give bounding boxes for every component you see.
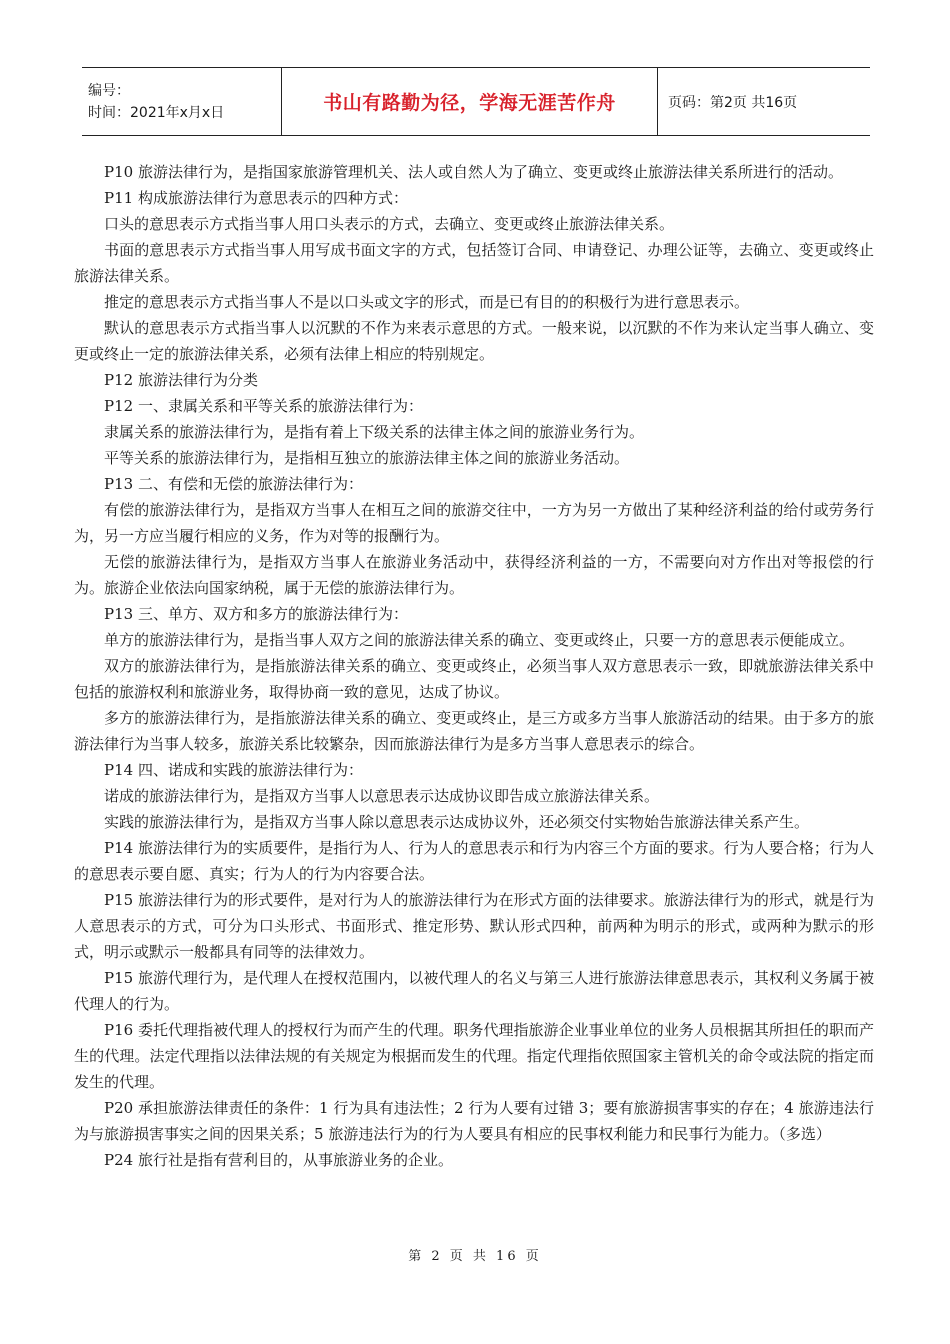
paragraph: 诺成的旅游法律行为，是指双方当事人以意思表示达成协议即告成立旅游法律关系。 <box>104 787 660 805</box>
code-label: 编号： <box>88 82 130 99</box>
paragraph: 有偿的旅游法律行为，是指双方当事人在相互之间的旅游交往中，一方为另一方做出了某种经济利益的给付或劳务行为，另一方应当履行相应的义务，作为对等的报酬行为。 <box>74 501 874 545</box>
paragraph: P24 旅行社是指有营利目的，从事旅游业务的企业。 <box>104 1151 453 1169</box>
paragraph: P16 委托代理指被代理人的授权行为而产生的代理。职务代理指旅游企业事业单位的业务人员根据其所担任的职而产生的代理。法定代理指以法律法规的有关规定为根据而发生的代理。指定代理指依照国家主管机关的命令或法院的指定而发生的代理。 <box>74 1021 874 1091</box>
paragraph: P12 一、隶属关系和平等关系的旅游法律行为： <box>104 397 423 415</box>
paragraph: 书面的意思表示方式指当事人用写成书面文字的方式，包括签订合同、申请登记、办理公证等，去确立、变更或终止旅游法律关系。 <box>74 241 874 285</box>
paragraph: P10 旅游法律行为，是指国家旅游管理机关、法人或自然人为了确立、变更或终止旅游法律关系所进行的活动。 <box>104 163 843 181</box>
paragraph: P12 旅游法律行为分类 <box>104 371 258 389</box>
page-header <box>82 67 870 136</box>
paragraph: P14 四、诺成和实践的旅游法律行为： <box>104 761 363 779</box>
paragraph: 无偿的旅游法律行为，是指双方当事人在旅游业务活动中，获得经济利益的一方，不需要向对方作出对等报偿的行为。旅游企业依法向国家纳税，属于无偿的旅游法律行为。 <box>74 553 874 597</box>
paragraph: P15 旅游法律行为的形式要件，是对行为人的旅游法律行为在形式方面的法律要求。旅游法律行为的形式，就是行为人意思表示的方式，可分为口头形式、书面形式、推定形势、默认形式四种，前两种为明示的形式，或两种为默示的形式，明示或默示一般都具有同等的法律效力。 <box>74 891 874 961</box>
header-page-info-cell <box>658 68 870 135</box>
page-footer: 第 2 页 共 16 页 <box>408 1249 542 1264</box>
motto: 书山有路勤为径，学海无涯苦作舟 <box>323 92 616 114</box>
paragraph: P20 承担旅游法律责任的条件：1 行为具有违法性；2 行为人要有过错 3；要有旅游损害事实的存在；4 旅游违法行为与旅游损害事实之间的因果关系；5 旅游违法行为的行为人要具有相应的民事权利能力和民事行为能力。（多选） <box>74 1099 874 1143</box>
paragraph: P14 旅游法律行为的实质要件，是指行为人、行为人的意思表示和行为内容三个方面的要求。行为人要合格；行为人的意思表示要自愿、真实；行为人的行为内容要合法。 <box>74 839 874 883</box>
paragraph: 平等关系的旅游法律行为，是指相互独立的旅游法律主体之间的旅游业务活动。 <box>104 449 630 467</box>
paragraph: 推定的意思表示方式指当事人不是以口头或文字的形式，而是已有目的的积极行为进行意思表示。 <box>104 293 750 311</box>
paragraph: 隶属关系的旅游法律行为，是指有着上下级关系的法律主体之间的旅游业务行为。 <box>104 423 645 441</box>
paragraph: 默认的意思表示方式指当事人以沉默的不作为来表示意思的方式。一般来说，以沉默的不作为来认定当事人确立、变更或终止一定的旅游法律关系，必须有法律上相应的特别规定。 <box>74 319 874 363</box>
paragraph: 口头的意思表示方式指当事人用口头表示的方式，去确立、变更或终止旅游法律关系。 <box>104 215 675 233</box>
document-body <box>74 159 874 1173</box>
paragraph: 双方的旅游法律行为，是指旅游法律关系的确立、变更或终止，必须当事人双方意思表示一致，即就旅游法律关系中包括的旅游权利和旅游业务，取得协商一致的意见，达成了协议。 <box>74 657 874 701</box>
paragraph: P13 三、单方、双方和多方的旅游法律行为： <box>104 605 408 623</box>
paragraph: 多方的旅游法律行为，是指旅游法律关系的确立、变更或终止，是三方或多方当事人旅游活动的结果。由于多方的旅游法律行为当事人较多，旅游关系比较繁杂，因而旅游法律行为是多方当事人意思表示的综合。 <box>74 709 874 753</box>
date-label: 时间：2021年x月x日 <box>88 104 225 121</box>
paragraph: 单方的旅游法律行为，是指当事人双方之间的旅游法律关系的确立、变更或终止，只要一方的意思表示便能成立。 <box>104 631 855 649</box>
paragraph: P13 二、有偿和无偿的旅游法律行为： <box>104 475 363 493</box>
header-meta <box>82 68 282 135</box>
header-motto-cell <box>282 68 658 135</box>
paragraph: P15 旅游代理行为，是代理人在授权范围内，以被代理人的名义与第三人进行旅游法律意思表示，其权利义务属于被代理人的行为。 <box>74 969 874 1013</box>
page-info: 页码：第2页 共16页 <box>668 94 798 111</box>
paragraph: P11 构成旅游法律行为意思表示的四种方式： <box>104 189 408 207</box>
paragraph: 实践的旅游法律行为，是指双方当事人除以意思表示达成协议外，还必须交付实物始告旅游法律关系产生。 <box>104 813 810 831</box>
